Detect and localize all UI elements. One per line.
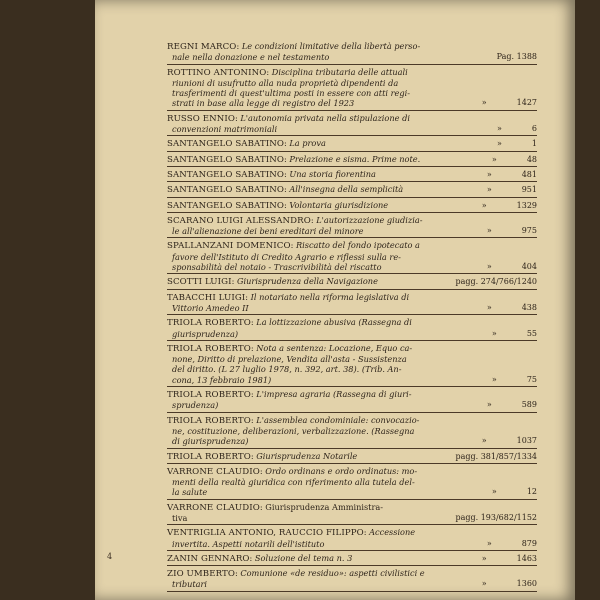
index-entry: SCOTTI LUIGI: Giurisprudenza della Navigazione pagg. 274/766/1240 [167, 275, 537, 289]
entry-page-ref: » 1037 [481, 436, 537, 446]
entry-title-cont: invertita. Aspetti notarili dell'istituto [172, 538, 325, 549]
entry-title: Soluzione del tema n. 3 [254, 552, 353, 563]
entry-page-ref: » 438 [486, 302, 537, 312]
entry-title: Giurisprudenza della Navigazione [236, 276, 378, 287]
index-entry: TRIOLA ROBERTO: L'impresa agraria (Rassegna di giuri- sprudenza) » 589 [167, 388, 537, 413]
index-entry: VARRONE CLAUDIO: Giurisprudenza Amministra- tiva pagg. 193/682/1152 [167, 501, 537, 526]
entry-author: TRIOLA ROBERTO [167, 343, 251, 354]
entry-title-cont: Vittorio Amedeo II [172, 302, 249, 313]
entry-title: Una storia fiorentina [289, 168, 376, 179]
entry-title-cont: convenzioni matrimoniali [172, 124, 278, 135]
entry-page-ref: » 48 [491, 154, 537, 164]
entry-title: La lottizzazione abusiva (Rassegna di [256, 317, 412, 328]
entry-author: VARRONE CLAUDIO [167, 502, 260, 513]
entry-title: Ordo ordinans e ordo ordinatus: mo- [265, 465, 418, 476]
entry-title-cont: la salute [172, 487, 208, 498]
entry-title: L'assemblea condominiale: convocazio- [256, 414, 420, 425]
entry-page-ref: » 1427 [481, 98, 537, 108]
entry-author: SCOTTI LUIGI [167, 277, 232, 288]
entry-title-cont: strati in base alla legge di registro del 1923 [172, 98, 355, 109]
entry-title-cont: riunioni di usufrutto alla nuda proprietà dipendenti da [172, 77, 399, 88]
entry-author: ZANIN GENNARO [167, 553, 250, 564]
index-entry: ZIO UMBERTO: Comunione «de residuo»: aspetti civilistici e tributari » 1360 [167, 567, 537, 592]
entry-page-ref: » 1463 [481, 553, 537, 563]
entry-title-cont: ne, costituzione, deliberazioni, verbalizzazione. (Rassegna [172, 425, 415, 436]
entry-title: Volontaria giurisdizione [289, 199, 389, 210]
entry-author: SANTANGELO SABATINO [167, 185, 284, 196]
index-entry: SANTANGELO SABATINO: Una storia fiorentina » 481 [167, 168, 537, 182]
index-entry: SANTANGELO SABATINO: La prova » 1 [167, 137, 537, 151]
entry-title-cont: del diritto. (L 27 luglio 1978, n. 392, art. 38). (Trib. An- [172, 364, 402, 375]
index-entry: VENTRIGLIA ANTONIO, RAUCCIO FILIPPO: Accessione invertita. Aspetti notarili dell'istituto » 879 [167, 526, 537, 551]
entry-author: TRIOLA ROBERTO [167, 415, 251, 426]
entry-title-cont: giurisprudenza) [172, 328, 239, 339]
entry-author: SANTANGELO SABATINO [167, 200, 284, 211]
entry-page-ref: » 1360 [481, 579, 537, 589]
index-list [167, 40, 537, 593]
entry-author: TRIOLA ROBERTO [167, 318, 251, 329]
entry-author: TABACCHI LUIGI [167, 292, 246, 303]
index-entry: ROTTINO ANTONINO: Disciplina tributaria delle attuali riunioni di usufrutto alla nuda proprietà dipendenti da trasferimenti di quest'ultima posti in essere con atti regi- strati in base alla legge di registro del 1923 » 1427 [167, 66, 537, 111]
entry-page-ref: pagg. 193/682/1152 [455, 512, 537, 522]
entry-page-ref: » 404 [486, 262, 537, 272]
index-entry: ZANIN GENNARO: Soluzione del tema n. 3 » 1463 [167, 552, 537, 566]
entry-author: REGNI MARCO [167, 42, 237, 52]
entry-page-ref: » 1329 [481, 200, 537, 210]
entry-page-ref: » 975 [486, 226, 537, 236]
entry-title: Le condizioni limitative della libertà perso- [241, 41, 421, 51]
entry-author: SANTANGELO SABATINO [167, 169, 284, 180]
entry-title: Prelazione e sisma. Prime note. [289, 153, 421, 164]
entry-title: Disciplina tributaria delle attuali [271, 66, 408, 77]
entry-title: Giurisprudenza Amministra- [265, 501, 384, 512]
entry-page-ref: » 481 [486, 169, 537, 179]
entry-title-cont: sprudenza) [172, 400, 219, 411]
entry-page-ref: » 879 [486, 538, 537, 548]
entry-title: L'autorizzazione giudizia- [316, 214, 423, 225]
entry-title: La prova [289, 138, 326, 149]
index-entry: SANTANGELO SABATINO: All'insegna della semplicità » 951 [167, 183, 537, 197]
entry-page-ref: » 55 [491, 328, 537, 338]
index-entry: TRIOLA ROBERTO: Nota a sentenza: Locazione, Equo ca- none, Diritto di prelazione, Vendita all'asta - Sussistenza del diritto. (L 27 luglio 1978, n. 392, art. 38). (Trib. An- cona, 13 febbraio 1981) » 75 [167, 342, 537, 387]
entry-title: Il notariato nella riforma legislativa di [250, 291, 410, 302]
entry-title-cont: tributari [172, 579, 208, 590]
entry-author: TRIOLA ROBERTO [167, 390, 251, 401]
index-entry: SANTANGELO SABATINO: Prelazione e sisma. Prime note. » 48 [167, 153, 537, 167]
index-entry: TRIOLA ROBERTO: Giurisprudenza Notarile pagg. 381/857/1334 [167, 450, 537, 464]
entry-title-cont: none, Diritto di prelazione, Vendita all'asta - Sussistenza [172, 354, 407, 365]
entry-title-cont: le all'alienazione dei beni ereditari del minore [172, 226, 364, 237]
entry-title-cont: di giurisprudenza) [172, 436, 249, 447]
entry-page-ref: » 75 [491, 374, 537, 384]
entry-page-ref: » 1 [497, 139, 537, 149]
entry-title: All'insegna della semplicità [289, 184, 404, 195]
entry-title-cont: menti della realtà giuridica con riferimento alla tutela del- [172, 477, 415, 488]
entry-page-ref: » 12 [491, 487, 537, 497]
entry-page-ref: » 589 [486, 400, 537, 410]
entry-title: Accessione [369, 527, 416, 538]
entry-author: VARRONE CLAUDIO [167, 466, 260, 477]
index-entry: SCARANO LUIGI ALESSANDRO: L'autorizzazione giudizia- le all'alienazione dei beni ereditari del minore » 975 [167, 214, 537, 239]
index-entry: VARRONE CLAUDIO: Ordo ordinans e ordo ordinatus: mo- menti della realtà giuridica con riferimento alla tutela del- la salute » 12 [167, 465, 537, 500]
entry-title: Nota a sentenza: Locazione, Equo ca- [256, 342, 413, 353]
entry-author: SPALLANZANI DOMENICO [167, 241, 291, 252]
entry-author: RUSSO ENNIO [167, 113, 235, 124]
index-entry: TRIOLA ROBERTO: L'assemblea condominiale: convocazio- ne, costituzione, deliberazioni, verbalizzazione. (Rassegna di giurisprudenza) » 1037 [167, 414, 537, 449]
entry-author: SANTANGELO SABATINO [167, 139, 284, 150]
entry-page-ref: Pag. 1388 [496, 52, 537, 62]
page-number: 4 [107, 552, 113, 561]
index-entry: TRIOLA ROBERTO: La lottizzazione abusiva (Rassegna di giurisprudenza) » 55 [167, 316, 537, 341]
entry-author: SCARANO LUIGI ALESSANDRO [167, 215, 311, 226]
entry-title-cont: tiva [172, 512, 188, 523]
entry-title: Giurisprudenza Notarile [256, 450, 358, 461]
entry-author: VENTRIGLIA ANTONIO, RAUCCIO FILIPPO [167, 528, 364, 539]
entry-title-cont: nale nella donazione e nel testamento [172, 52, 330, 63]
entry-author: ROTTINO ANTONINO [167, 67, 267, 78]
entry-author: SANTANGELO SABATINO [167, 154, 284, 165]
index-entry: REGNI MARCO: Le condizioni limitative della libertà perso- nale nella donazione e nel testamento Pag. 1388 [167, 40, 537, 65]
entry-author: TRIOLA ROBERTO [167, 451, 251, 462]
index-entry: SANTANGELO SABATINO: Volontaria giurisdizione » 1329 [167, 199, 537, 213]
entry-author: ZIO UMBERTO [167, 569, 235, 580]
entry-title: L'autonomia privata nella stipulazione di [240, 112, 410, 123]
entry-title: L'impresa agraria (Rassegna di giuri- [256, 389, 412, 400]
entry-title-cont: trasferimenti di quest'ultima posti in essere con atti regi- [172, 88, 410, 99]
index-entry: TABACCHI LUIGI: Il notariato nella riforma legislativa di Vittorio Amedeo II » 438 [167, 291, 537, 316]
entry-title-cont: favore dell'Istituto di Credito Agrario e riflessi sulla re- [172, 251, 401, 262]
entry-title: Riscatto del fondo ipotecato a [295, 240, 420, 251]
entry-page-ref: » 6 [497, 124, 537, 134]
index-entry: RUSSO ENNIO: L'autonomia privata nella stipulazione di convenzioni matrimoniali » 6 [167, 112, 537, 137]
entry-title: Comunione «de residuo»: aspetti civilistici e [240, 568, 425, 579]
entry-page-ref: pagg. 381/857/1334 [455, 451, 537, 461]
index-entry: SPALLANZANI DOMENICO: Riscatto del fondo ipotecato a favore dell'Istituto di Credito Agrario e riflessi sulla re- sponsabilità del notaio - Trascrivibilità del riscatto » 404 [167, 239, 537, 274]
entry-title-cont: sponsabilità del notaio - Trascrivibilità del riscatto [172, 262, 382, 273]
entry-page-ref: pagg. 274/766/1240 [455, 277, 537, 287]
entry-title-cont: cona, 13 febbraio 1981) [172, 374, 272, 385]
entry-page-ref: » 951 [486, 185, 537, 195]
book-page [95, 0, 575, 600]
